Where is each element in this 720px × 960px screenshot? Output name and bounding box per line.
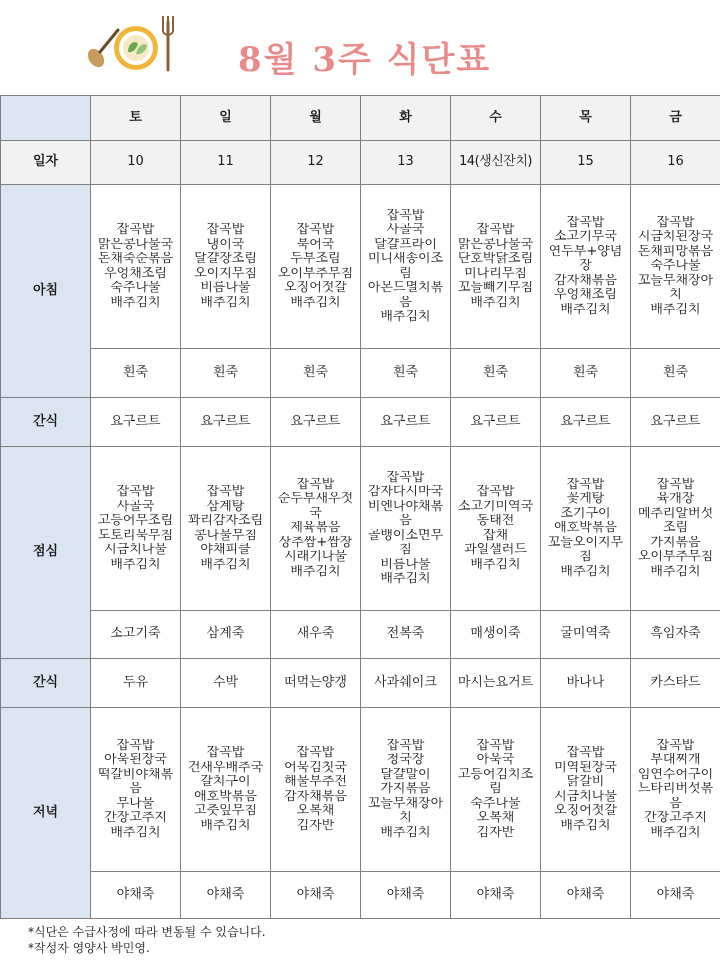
snack-pm-row [1,659,720,708]
snack-cell: 요구르트 [451,398,541,447]
menu-item: 상추쌈+쌈장 [278,535,353,550]
menu-item: 애호박볶음 [554,521,617,536]
menu-item: 맑은콩나물국 [457,237,534,252]
menu-item: 가지볶음 [380,782,431,797]
menu-item: 단호박닭조림 [457,252,534,266]
menu-item: 음 [669,796,682,811]
menu-item: 꼬들빼기무침 [457,281,534,295]
menu-item: 오이지무침 [194,266,257,281]
header [0,0,720,95]
menu-item: 우엉채조림 [104,266,167,281]
menu-item: 고등어무조림 [97,514,174,528]
porridge-cell: 흰죽 [451,349,541,398]
menu-item: 조기구이 [560,506,611,521]
menu-item: 잡곡밥 [116,223,155,237]
menu-item: 제육볶음 [290,521,341,536]
dinner-menu-cell [451,708,541,872]
menu-item: 오이부추무침 [637,550,714,565]
menu-item: 오복채 [476,811,515,826]
menu-item: 오징어젓갈 [554,804,617,818]
menu-item: 잡곡밥 [476,738,515,753]
menu-item: 장 [579,259,592,274]
porridge-cell: 야채죽 [361,872,451,919]
menu-item: 비엔나야채볶 [367,499,444,514]
menu-item: 어묵김칫국 [284,760,347,775]
date-cell: 15 [541,141,631,185]
menu-item: 배추김치 [470,557,521,572]
menu-item: 비름나물 [200,281,251,295]
date-cell: 14(생신잔치) [451,141,541,185]
snack-am-row [1,398,720,447]
menu-item: 오징어젓갈 [284,281,347,295]
menu-item: 감자다시마국 [367,485,444,499]
snack-label: 간식 [1,659,91,708]
menu-item: 돈채죽순볶음 [97,252,174,266]
menu-item: 시금치나물 [104,543,167,557]
snack-cell: 요구르트 [181,398,271,447]
menu-item: 배추김치 [110,825,161,840]
menu-item: 배추김치 [290,295,341,310]
menu-item: 배추김치 [650,564,701,579]
menu-item: 배추김치 [560,564,611,579]
breakfast-main-row [1,185,720,349]
menu-item: 간장고추지 [644,811,707,826]
menu-item: 잡곡밥 [206,223,245,237]
menu-item: 오복채 [296,804,335,818]
menu-item: 달걀프라이 [374,237,437,252]
menu-item: 꼬들오이지무 [547,535,624,550]
menu-item: 애호박볶음 [194,789,257,804]
snack-cell: 두유 [91,659,181,708]
lunch-menu-cell [541,447,631,611]
dinner-menu-cell [271,708,361,872]
snack-cell: 사과쉐이크 [361,659,451,708]
menu-item: 돈채피망볶음 [637,244,714,259]
menu-item: 사골국 [116,499,155,514]
porridge-cell: 흰죽 [541,349,631,398]
menu-item: 미나리무침 [464,266,527,281]
menu-item: 두부조림 [290,252,341,266]
porridge-cell: 야채죽 [271,872,361,919]
breakfast-menu-cell [541,185,631,349]
menu-item: 배추김치 [200,295,251,310]
footnote-supply: *식단은 수급사정에 따라 변동될 수 있습니다. [28,925,266,939]
plate-cutlery-icon [84,12,180,80]
date-cell: 13 [361,141,451,185]
date-cell: 16 [631,141,720,185]
menu-item: 조림 [662,521,689,536]
dinner-menu-cell [91,708,181,872]
menu-item: 도토리묵무침 [97,528,174,543]
menu-item: 잡곡밥 [296,223,335,237]
menu-item: 아욱국 [476,753,515,768]
menu-item: 골뱅이소면무 [367,528,444,543]
day-header: 토 [91,96,181,141]
menu-item: 배추김치 [110,557,161,572]
menu-item: 잡곡밥 [386,208,425,223]
menu-item: 부대찌개 [650,753,701,768]
date-cell: 12 [271,141,361,185]
date-cell: 11 [181,141,271,185]
porridge-cell: 야채죽 [541,872,631,919]
menu-item: 꽃게탕 [566,492,605,507]
porridge-cell: 흰죽 [181,349,271,398]
menu-item: 림 [489,782,502,797]
menu-item: 잡곡밥 [386,470,425,485]
menu-item: 잡채 [482,528,509,543]
snack-label: 간식 [1,398,91,447]
menu-item: 갈치구이 [200,775,251,789]
dinner-porridge-row [1,872,720,919]
menu-item: 비름나물 [380,557,431,572]
menu-item: 닭갈비 [566,775,605,789]
menu-item: 국 [309,506,322,521]
menu-item: 배추김치 [380,310,431,324]
lunch-menu-cell [631,447,720,611]
menu-item: 잡곡밥 [116,485,155,499]
lunch-label: 점심 [1,447,91,659]
menu-item: 우엉채조림 [554,288,617,303]
breakfast-menu-cell [451,185,541,349]
menu-item: 간장고추지 [104,811,167,826]
menu-item: 잡곡밥 [206,746,245,760]
lunch-menu-cell [361,447,451,611]
meal-plan-table [0,95,720,919]
menu-item: 고등어김치조 [457,767,534,782]
menu-item: 배추김치 [380,825,431,840]
breakfast-menu-cell [631,185,720,349]
date-row [1,141,720,185]
breakfast-porridge-row [1,349,720,398]
dinner-menu-cell [361,708,451,872]
porridge-cell: 삼계죽 [181,611,271,659]
menu-item: 고춧잎무침 [194,804,257,818]
snack-cell: 요구르트 [631,398,720,447]
menu-item: 삼계탕 [206,499,245,514]
menu-item: 꽈리감자조림 [187,514,264,528]
porridge-cell: 야채죽 [181,872,271,919]
lunch-porridge-row [1,611,720,659]
lunch-menu-cell [271,447,361,611]
menu-item: 배추김치 [380,572,431,586]
menu-item: 침 [579,550,592,565]
menu-item: 소고기무국 [554,230,617,245]
menu-item: 잡곡밥 [476,485,515,499]
menu-item: 김자반 [476,825,515,840]
menu-item: 배추김치 [200,557,251,572]
footnotes [28,924,266,956]
menu-item: 임연수어구이 [637,767,714,782]
menu-item: 미니새송이조 [367,252,444,266]
snack-cell: 요구르트 [91,398,181,447]
porridge-cell: 야채죽 [451,872,541,919]
menu-item: 아몬드멸치볶 [367,281,444,295]
snack-cell: 요구르트 [541,398,631,447]
menu-item: 꼬들무채장아 [367,796,444,811]
menu-item: 야채피클 [200,543,251,557]
menu-item: 소고기미역국 [457,499,534,514]
snack-cell: 떠먹는양갱 [271,659,361,708]
snack-cell: 바나나 [541,659,631,708]
day-header: 금 [631,96,720,141]
menu-item: 달걀장조림 [194,252,257,266]
menu-item: 잡곡밥 [296,477,335,492]
menu-item: 잡곡밥 [566,477,605,492]
page-title: 8월 3주 식단표 [238,40,492,80]
menu-item: 메추리알버섯 [637,506,714,521]
menu-item: 잡곡밥 [116,738,155,753]
menu-item: 잡곡밥 [296,746,335,760]
lunch-main-row [1,447,720,611]
menu-item: 잡곡밥 [386,738,425,753]
porridge-cell: 흑임자죽 [631,611,720,659]
menu-item: 시금치나물 [554,789,617,804]
porridge-cell: 매생이죽 [451,611,541,659]
date-label: 일자 [1,141,91,185]
menu-item: 동태전 [476,514,515,528]
day-header: 목 [541,96,631,141]
menu-item: 해물부추전 [284,775,347,789]
menu-item: 잡곡밥 [476,223,515,237]
porridge-cell: 흰죽 [271,349,361,398]
menu-item: 숙주나물 [110,281,161,295]
menu-item: 건새우배추국 [187,760,264,775]
menu-item: 잡곡밥 [206,485,245,499]
snack-cell: 요구르트 [271,398,361,447]
dinner-menu-cell [541,708,631,872]
menu-item: 냉이국 [206,237,245,252]
breakfast-menu-cell [271,185,361,349]
porridge-cell: 전복죽 [361,611,451,659]
menu-item: 감자채볶음 [554,273,617,288]
menu-item: 숙주나물 [650,259,701,274]
menu-item: 침 [399,543,412,557]
menu-item: 감자채볶음 [284,789,347,804]
menu-item: 배추김치 [110,295,161,310]
breakfast-menu-cell [91,185,181,349]
day-header: 일 [181,96,271,141]
menu-item: 잡곡밥 [566,215,605,230]
menu-item: 치 [669,288,682,303]
menu-item: 느타리버섯볶 [637,782,714,797]
menu-item: 시래기나물 [284,550,347,565]
menu-item: 배추김치 [560,818,611,833]
menu-item: 배추김치 [650,302,701,317]
breakfast-label: 아침 [1,185,91,398]
porridge-cell: 야채죽 [631,872,720,919]
porridge-cell: 굴미역죽 [541,611,631,659]
dinner-menu-cell [181,708,271,872]
menu-item: 북어국 [296,237,335,252]
menu-item: 가지볶음 [650,535,701,550]
menu-item: 배추김치 [650,825,701,840]
menu-item: 배추김치 [200,818,251,833]
lunch-menu-cell [91,447,181,611]
menu-item: 사골국 [386,223,425,237]
snack-cell: 수박 [181,659,271,708]
dinner-menu-cell [631,708,720,872]
footnote-author: *작성자 영양사 박민영. [28,941,150,955]
porridge-cell: 흰죽 [91,349,181,398]
menu-item: 배추김치 [560,302,611,317]
menu-item: 떡갈비야채볶 [97,767,174,782]
menu-item: 아욱된장국 [104,753,167,768]
breakfast-menu-cell [361,185,451,349]
menu-item: 육개장 [656,492,695,507]
porridge-cell: 야채죽 [91,872,181,919]
lunch-menu-cell [181,447,271,611]
day-header: 월 [271,96,361,141]
menu-item: 과일샐러드 [464,543,527,557]
breakfast-menu-cell [181,185,271,349]
menu-item: 음 [399,295,412,310]
snack-cell: 카스타드 [631,659,720,708]
menu-item: 순두부새우젓 [277,492,354,507]
menu-item: 음 [129,782,142,797]
porridge-cell: 흰죽 [361,349,451,398]
menu-item: 김자반 [296,818,335,833]
day-header-row [1,96,720,141]
menu-item: 잡곡밥 [566,746,605,760]
menu-item: 잡곡밥 [656,477,695,492]
menu-item: 달걀말이 [380,767,431,782]
lunch-menu-cell [451,447,541,611]
menu-item: 청국장 [386,753,425,768]
menu-item: 음 [399,514,412,528]
menu-item: 잡곡밥 [656,215,695,230]
dinner-main-row [1,708,720,872]
day-header: 수 [451,96,541,141]
menu-item: 치 [399,811,412,826]
snack-cell: 마시는요거트 [451,659,541,708]
day-header: 화 [361,96,451,141]
menu-item: 림 [399,266,412,281]
menu-item: 잡곡밥 [656,738,695,753]
porridge-cell: 소고기죽 [91,611,181,659]
porridge-cell: 새우죽 [271,611,361,659]
menu-item: 맑은콩나물국 [97,237,174,252]
menu-item: 배추김치 [290,564,341,579]
menu-item: 무나물 [116,796,155,811]
menu-item: 오이부추무침 [277,266,354,281]
menu-item: 연두부+양념 [548,244,623,259]
menu-item: 시금치된장국 [637,230,714,245]
snack-cell: 요구르트 [361,398,451,447]
dinner-label: 저녁 [1,708,91,919]
menu-item: 배추김치 [470,295,521,310]
corner-cell [1,96,91,141]
menu-item: 꼬들무채장아 [637,273,714,288]
menu-item: 콩나물무침 [194,528,257,543]
porridge-cell: 흰죽 [631,349,720,398]
date-cell: 10 [91,141,181,185]
menu-item: 숙주나물 [470,796,521,811]
menu-item: 미역된장국 [554,760,617,775]
